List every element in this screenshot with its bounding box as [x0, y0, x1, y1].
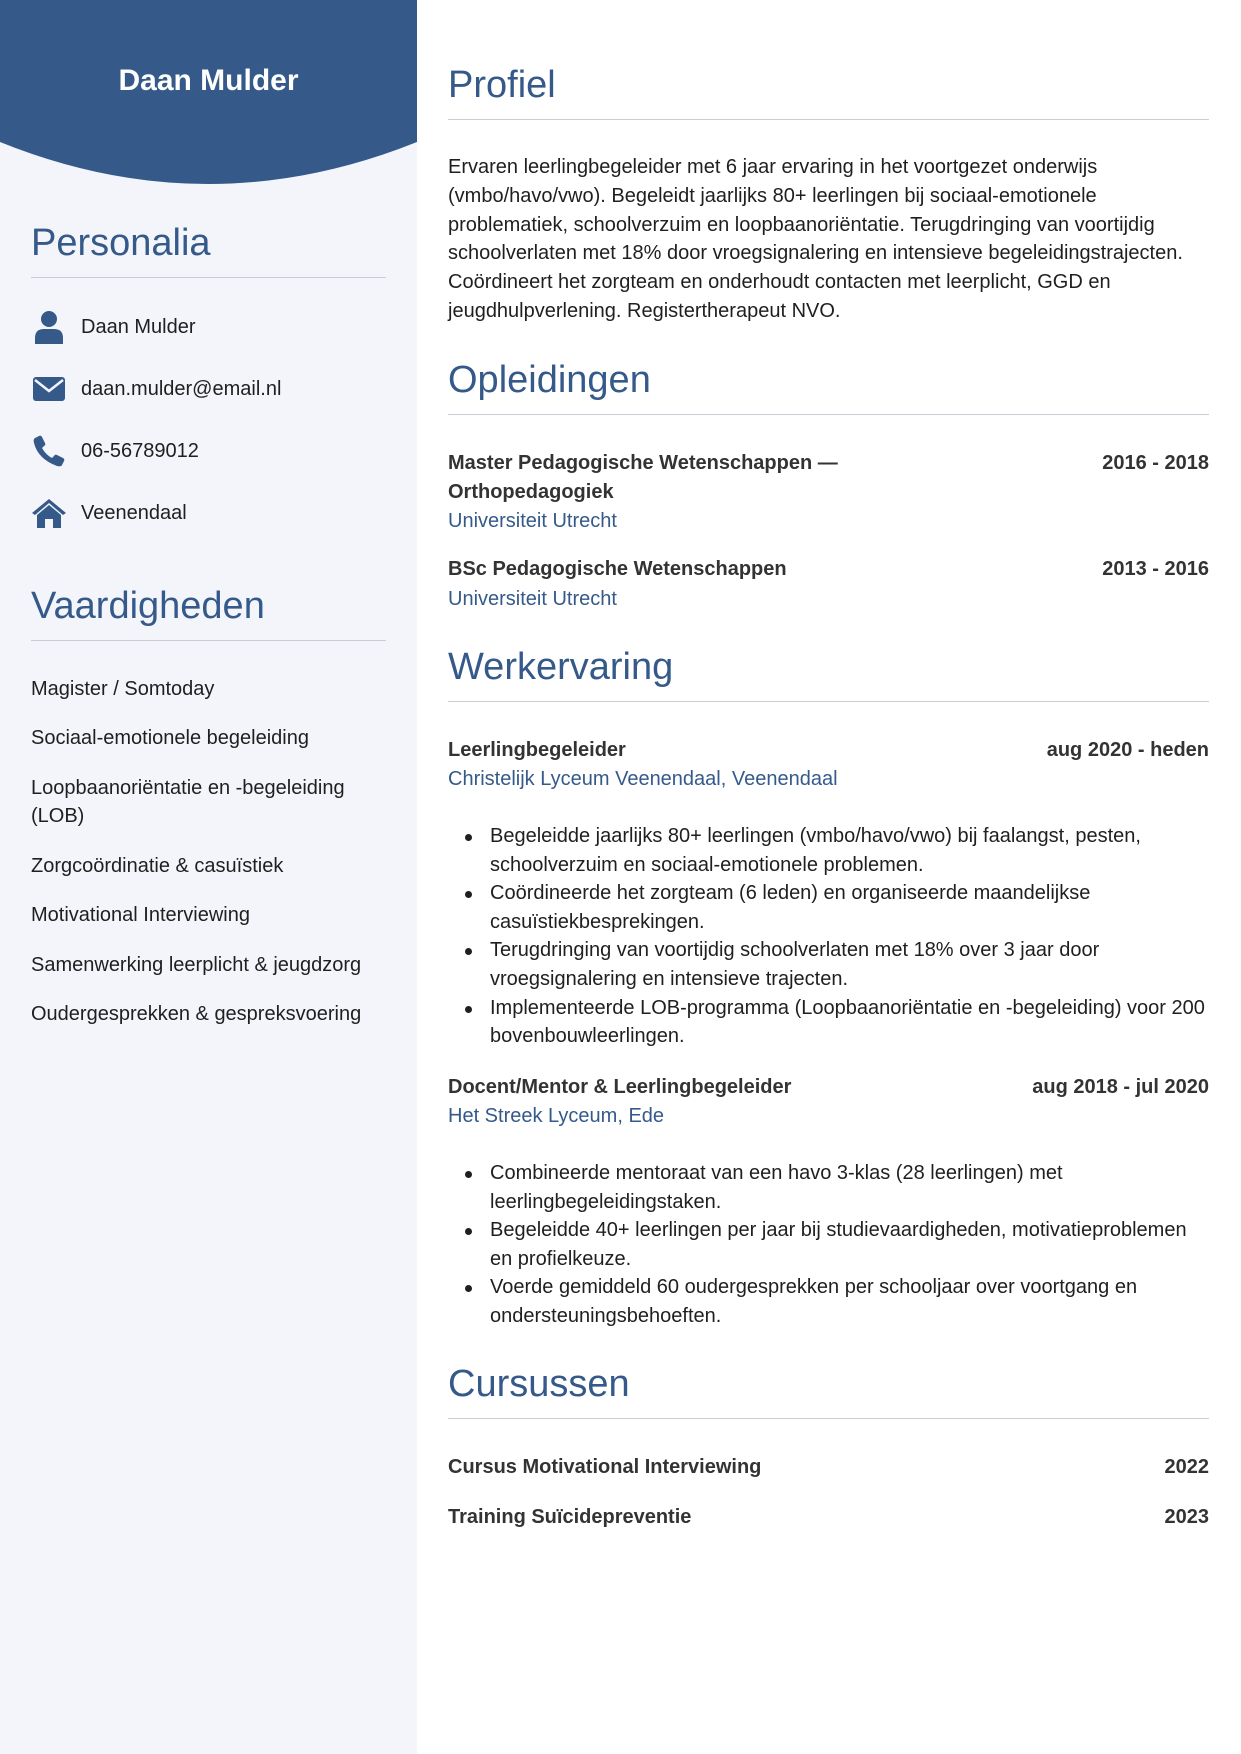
contact-phone-label[interactable]: 06-56789012 — [81, 439, 199, 462]
envelope-icon — [31, 371, 67, 407]
list-item: Begeleidde 40+ leerlingen per jaar bij studievaardigheden, motivatieproblemen en profielkeuze. — [448, 1216, 1209, 1273]
course-entry — [448, 1503, 1209, 1532]
experience-role: Leerlingbegeleider — [448, 739, 626, 761]
education-degree: Master Pedagogische Wetenschappen — Orthopedagogiek — [448, 452, 838, 503]
list-item: Implementeerde LOB-programma (Loopbaanoriëntatie en -begeleiding) voor 200 bovenbouwleerlingen. — [448, 994, 1209, 1051]
course-entry — [448, 1453, 1209, 1482]
courses-title: Cursussen — [448, 1363, 1209, 1419]
skill-item: Oudergesprekken & gespreksvoering — [31, 1003, 362, 1025]
contact-name-label: Daan Mulder — [81, 315, 196, 338]
education-entry — [448, 449, 1209, 507]
list-item: Combineerde mentoraat van een havo 3-klas (28 leerlingen) met leerlingbegeleidingstaken. — [448, 1159, 1209, 1216]
contact-email-label[interactable]: daan.mulder@email.nl — [81, 377, 282, 400]
course-year: 2022 — [1164, 1456, 1209, 1478]
contact-phone[interactable] — [31, 431, 386, 471]
experience-employer: Christelijk Lyceum Veenendaal, Veenendaal — [448, 768, 838, 790]
skills-title: Vaardigheden — [31, 585, 386, 641]
course-year: 2023 — [1164, 1506, 1209, 1528]
list-item: Terugdringing van voortijdig schoolverlaten met 18% over 3 jaar door vroegsignalering en intensieve trajecten. — [448, 936, 1209, 993]
experience-period: aug 2018 - jul 2020 — [1032, 1076, 1209, 1098]
experience-title: Werkervaring — [448, 646, 1209, 702]
profile-text: Ervaren leerlingbegeleider met 6 jaar ervaring in het voortgezet onderwijs (vmbo/havo/vwo). Begeleidt jaarlijks 80+ leerlingen bij sociaal-emotionele problematiek, schoolverzuim en loopbaanoriëntatie. Terugdringing van voortijdig schoolverlaten met 18% door vroegsignalering en intensieve begeleidingstrajecten. Coördineert het zorgteam en onderhoudt contacten met leerplicht, GGD en jeugdhulpverlening. Registertherapeut NVO. — [448, 156, 1183, 322]
education-title: Opleidingen — [448, 359, 1209, 415]
experience-entry — [448, 736, 1209, 765]
education-degree: BSc Pedagogische Wetenschappen — [448, 558, 787, 580]
profile-title: Profiel — [448, 64, 1209, 120]
home-icon — [31, 495, 67, 531]
contact-email[interactable] — [31, 369, 386, 409]
experience-period: aug 2020 - heden — [1046, 739, 1209, 761]
contact-name — [31, 307, 386, 347]
contact-location-label: Veenendaal — [81, 501, 187, 524]
skill-item: Samenwerking leerplicht & jeugdzorg — [31, 954, 362, 976]
experience-bullets — [448, 1159, 1209, 1331]
education-school: Universiteit Utrecht — [448, 510, 617, 532]
list-item: Coördineerde het zorgteam (6 leden) en organiseerde maandelijkse casuïstiekbesprekingen. — [448, 879, 1209, 936]
list-item: Begeleidde jaarlijks 80+ leerlingen (vmbo/havo/vwo) bij faalangst, pesten, schoolverzuim en sociaal-emotionele problemen. — [448, 822, 1209, 879]
education-years: 2013 - 2016 — [1102, 558, 1209, 580]
contact-location — [31, 493, 386, 533]
phone-icon — [31, 433, 67, 469]
education-entry — [448, 555, 1209, 584]
candidate-name: Daan Mulder — [118, 64, 299, 97]
skill-item: Magister / Somtoday — [31, 678, 215, 700]
skill-item: Sociaal-emotionele begeleiding — [31, 727, 309, 749]
education-school: Universiteit Utrecht — [448, 588, 617, 610]
experience-entry — [448, 1073, 1209, 1102]
course-name: Cursus Motivational Interviewing — [448, 1456, 762, 1478]
skill-item: Zorgcoördinatie & casuïstiek — [31, 855, 284, 877]
skill-item: Motivational Interviewing — [31, 904, 250, 926]
list-item: Voerde gemiddeld 60 oudergesprekken per schooljaar over voortgang en ondersteuningsbehoeften. — [448, 1273, 1209, 1330]
course-name: Training Suïcidepreventie — [448, 1506, 692, 1528]
skill-item: Loopbaanoriëntatie en -begeleiding (LOB) — [31, 777, 345, 827]
experience-employer: Het Streek Lyceum, Ede — [448, 1105, 665, 1127]
user-icon — [31, 309, 67, 345]
experience-bullets — [448, 822, 1209, 1051]
personalia-title: Personalia — [31, 222, 386, 278]
experience-role: Docent/Mentor & Leerlingbegeleider — [448, 1076, 792, 1098]
education-years: 2016 - 2018 — [1102, 452, 1209, 474]
